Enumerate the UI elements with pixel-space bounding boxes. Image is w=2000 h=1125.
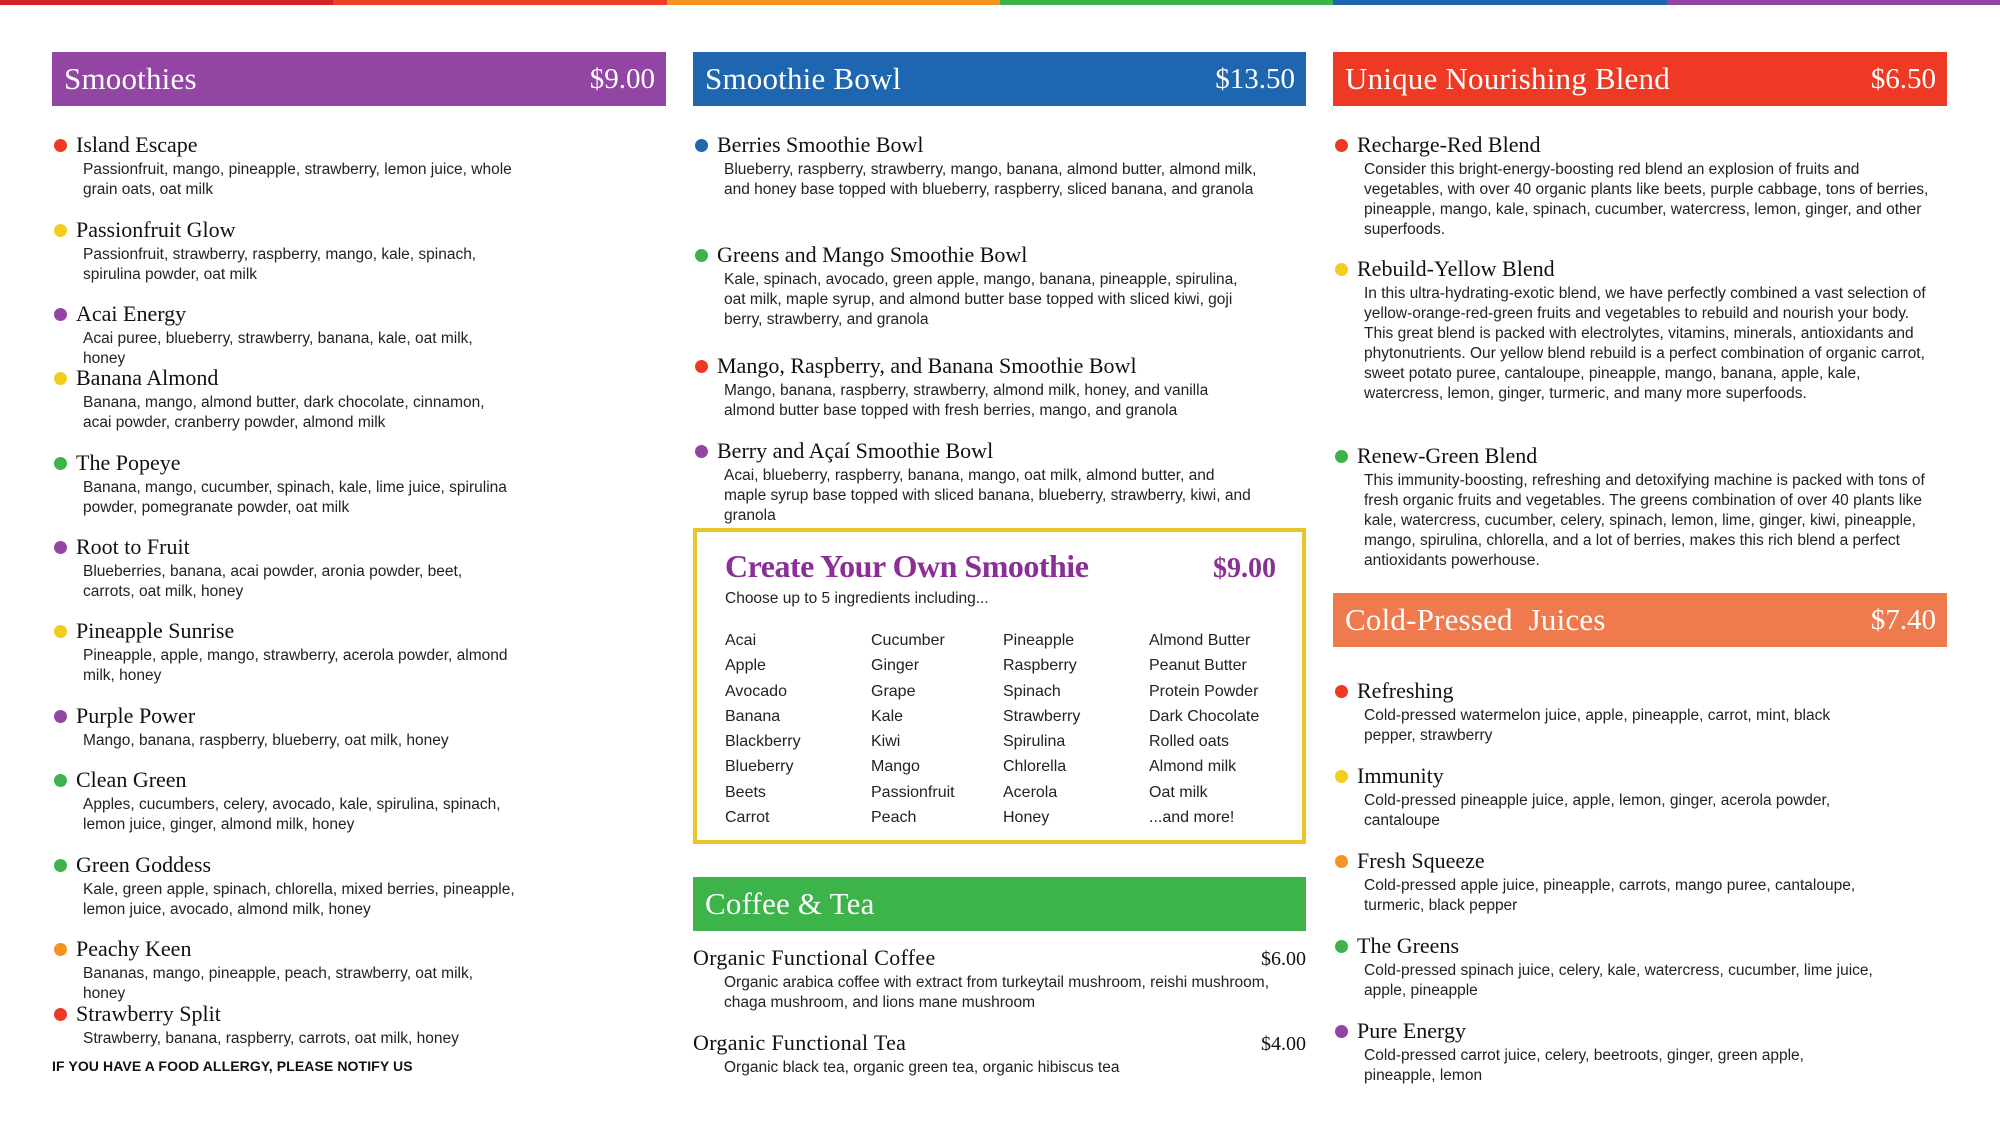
ingredient: Oat milk: [1149, 783, 1208, 801]
create-your-own-box: [693, 528, 1306, 844]
ingredient-column: [725, 628, 871, 830]
section-title: Cold-Pressed Juices: [1345, 602, 1606, 637]
item-header: [1333, 1017, 1947, 1045]
item-name: The Popeye: [76, 450, 181, 475]
item-description: This immunity-boosting, refreshing and detoxifying machine is packed with tons of fresh organic fruits and vegetables. The greens combination of over 40 plants like kale, watercress, cucumber, celery, spinach, lemon, lime, ginger, kiwi, pineapple, mango, spirulina, chlorella, and a lot of berries, makes this rich blend a perfect antioxidants powerhouse.: [1364, 472, 1925, 569]
nourishing_blend-item: [1333, 442, 1947, 571]
ingredient: Acerola: [1003, 783, 1058, 801]
ingredient: Acai: [725, 632, 757, 649]
bullet-dot-icon: [1335, 770, 1348, 783]
smoothies-item: [52, 300, 666, 369]
coffee-tea-header: [693, 877, 1306, 931]
ingredient-column: [871, 628, 1003, 830]
drink-name: Organic Functional Coffee: [693, 945, 936, 970]
smoothies-item: [52, 131, 666, 200]
drink-price: $4.00: [1261, 1033, 1306, 1055]
smoothie-bowl-header: [693, 52, 1306, 106]
bullet-dot-icon: [54, 308, 67, 321]
ingredient-column: [1003, 628, 1149, 830]
item-header: [1333, 677, 1947, 705]
item-description: Cold-pressed pineapple juice, apple, lemon, ginger, acerola powder, cantaloupe: [1364, 792, 1831, 829]
item-header: [52, 449, 666, 477]
item-name: Pineapple Sunrise: [76, 618, 235, 643]
item-header: [52, 131, 666, 159]
item-name: Strawberry Split: [76, 1001, 221, 1026]
bullet-dot-icon: [1335, 940, 1348, 953]
item-header: [52, 533, 666, 561]
bullet-dot-icon: [54, 224, 67, 237]
ingredient: Spinach: [1003, 682, 1061, 700]
bullet-dot-icon: [1335, 685, 1348, 698]
bullet-dot-icon: [54, 372, 67, 385]
bullet-dot-icon: [1335, 263, 1348, 276]
smoothie_bowl-item: [693, 241, 1306, 330]
item-description: Cold-pressed carrot juice, celery, beetroots, ginger, green apple, pineapple, lemon: [1364, 1047, 1804, 1084]
item-header: [693, 437, 1306, 465]
item-header: [693, 131, 1306, 159]
item-description: Consider this bright-energy-boosting red blend an explosion of fruits and vegetables, with over 40 organic plants like beets, purple cabbage, tons of berries, pineapple, mango, kale, spinach, cucumber, watercress, lemon, ginger, and other superfoods.: [1364, 161, 1929, 238]
cold-pressed-header: [1333, 593, 1947, 647]
stripe-purple: [1667, 0, 2000, 5]
item-name: Rebuild-Yellow Blend: [1357, 256, 1555, 281]
cold_pressed-item: [1333, 677, 1947, 746]
cold_pressed-item: [1333, 1017, 1947, 1086]
bullet-dot-icon: [54, 1008, 67, 1021]
item-description: In this ultra-hydrating-exotic blend, we have perfectly combined a vast selection of yellow-orange-red-green fruits and vegetables to rebuild and nourish your body. This great blend is packed with electrolytes, vitamins, minerals, antioxidants and phytonutrients. Our yellow blend rebuild is a perfect combination of organic carrot, sweet potato puree, cantaloupe, pineapple, mango, banana, apple, kale, watercress, lemon, ginger, turmeric, and many more superfoods.: [1364, 285, 1926, 402]
item-description: Cold-pressed watermelon juice, apple, pineapple, carrot, mint, black pepper, strawberry: [1364, 707, 1831, 744]
smoothies-item: [52, 851, 666, 920]
drink-header: [693, 945, 1306, 971]
item-name: Berries Smoothie Bowl: [717, 132, 924, 157]
ingredient-grid: [725, 628, 1259, 830]
ingredient-column: [1149, 628, 1259, 830]
ingredient: Honey: [1003, 809, 1050, 827]
smoothie_bowl-item: [693, 352, 1306, 421]
item-description: Pineapple, apple, mango, strawberry, acerola powder, almond milk, honey: [83, 647, 508, 684]
ingredient: Spirulina: [1003, 733, 1066, 751]
nourishing-blend-header: [1333, 52, 1947, 106]
item-name: Island Escape: [76, 132, 198, 157]
item-header: [52, 851, 666, 879]
section-price: $6.50: [1870, 62, 1936, 95]
smoothies-item: [52, 617, 666, 686]
ingredient: Kale: [871, 707, 904, 725]
ingredient: Avocado: [725, 682, 787, 700]
item-header: [1333, 442, 1947, 470]
item-description: Cold-pressed apple juice, pineapple, carrots, mango puree, cantaloupe, turmeric, black pepper: [1364, 877, 1856, 914]
ingredient: Rolled oats: [1149, 733, 1230, 751]
ingredient: Banana: [725, 707, 781, 725]
item-description: Passionfruit, strawberry, raspberry, mango, kale, spinach, spirulina powder, oat milk: [83, 246, 477, 283]
item-description: Acai puree, blueberry, strawberry, banana, kale, oat milk, honey: [83, 330, 473, 367]
ingredient: Blackberry: [725, 733, 801, 751]
item-name: Acai Energy: [76, 301, 187, 326]
ingredient: Blueberry: [725, 758, 794, 776]
stripe-orange: [667, 0, 1000, 5]
item-header: [693, 241, 1306, 269]
drink-header: [693, 1030, 1306, 1056]
ingredient: Chlorella: [1003, 758, 1067, 776]
section-price: $7.40: [1870, 603, 1936, 636]
section-price: $9.00: [589, 62, 655, 95]
item-header: [52, 617, 666, 645]
item-name: The Greens: [1357, 933, 1460, 958]
bullet-dot-icon: [695, 360, 708, 373]
item-description: Cold-pressed spinach juice, celery, kale, watercress, cucumber, lime juice, apple, pineapple: [1364, 962, 1873, 999]
item-header: [1333, 932, 1947, 960]
item-header: [52, 1000, 666, 1028]
item-description: Kale, spinach, avocado, green apple, mango, banana, pineapple, spirulina, oat milk, maple syrup, and almond butter base topped with sliced kiwi, goji berry, strawberry, and granola: [724, 271, 1238, 328]
smoothie_bowl-item: [693, 437, 1306, 526]
item-header: [1333, 255, 1947, 283]
item-name: Recharge-Red Blend: [1357, 132, 1541, 157]
stripe-green: [1000, 0, 1333, 5]
nourishing_blend-item: [1333, 131, 1947, 240]
ingredient: Mango: [871, 758, 920, 776]
section-title: Coffee & Tea: [705, 886, 875, 921]
ingredient: Almond milk: [1149, 758, 1237, 776]
bullet-dot-icon: [54, 859, 67, 872]
section-title: Smoothie Bowl: [705, 61, 902, 96]
bullet-dot-icon: [54, 710, 67, 723]
item-description: Passionfruit, mango, pineapple, strawberry, lemon juice, whole grain oats, oat milk: [83, 161, 512, 198]
item-name: Refreshing: [1357, 678, 1454, 703]
bullet-dot-icon: [1335, 855, 1348, 868]
smoothies-header: [52, 52, 666, 106]
drink-name: Organic Functional Tea: [693, 1030, 907, 1055]
smoothies-item: [52, 449, 666, 518]
item-description: Blueberries, banana, acai powder, aronia powder, beet, carrots, oat milk, honey: [83, 563, 463, 600]
ingredient: Carrot: [725, 809, 770, 827]
ingredient: Almond Butter: [1149, 632, 1251, 649]
cold_pressed-item: [1333, 847, 1947, 916]
item-name: Clean Green: [76, 767, 187, 792]
smoothie_bowl-item: [693, 131, 1306, 200]
item-header: [52, 216, 666, 244]
item-header: [52, 300, 666, 328]
ingredient: Peach: [871, 809, 917, 827]
smoothies-item: [52, 533, 666, 602]
drink-item: [693, 945, 1306, 1013]
cyo-subtitle: Choose up to 5 ingredients including...: [725, 590, 989, 607]
item-name: Green Goddess: [76, 852, 212, 877]
item-description: Mango, banana, raspberry, strawberry, almond milk, honey, and vanilla almond butter base topped with fresh berries, mango, and granola: [724, 382, 1209, 419]
bullet-dot-icon: [695, 249, 708, 262]
bullet-dot-icon: [1335, 1025, 1348, 1038]
rainbow-stripe-bar: [0, 0, 2000, 5]
smoothies-item: [52, 766, 666, 835]
ingredient: Pineapple: [1003, 632, 1075, 649]
drink-description: Organic black tea, organic green tea, organic hibiscus tea: [724, 1059, 1120, 1076]
item-name: Pure Energy: [1357, 1018, 1466, 1043]
ingredient: Passionfruit: [871, 783, 955, 801]
item-name: Peachy Keen: [76, 936, 192, 961]
item-header: [1333, 762, 1947, 790]
item-description: Banana, mango, almond butter, dark chocolate, cinnamon, acai powder, cranberry powder, almond milk: [83, 394, 485, 431]
bullet-dot-icon: [1335, 450, 1348, 463]
item-header: [1333, 847, 1947, 875]
ingredient: Dark Chocolate: [1149, 707, 1260, 725]
smoothies-section: [52, 52, 666, 1112]
bullet-dot-icon: [54, 943, 67, 956]
drink-price: $6.00: [1261, 948, 1306, 970]
stripe-red: [0, 0, 333, 5]
item-name: Mango, Raspberry, and Banana Smoothie Bowl: [717, 353, 1137, 378]
drink-item: [693, 1030, 1306, 1078]
item-header: [52, 935, 666, 963]
bullet-dot-icon: [695, 445, 708, 458]
item-header: [1333, 131, 1947, 159]
bullet-dot-icon: [54, 139, 67, 152]
item-header: [693, 352, 1306, 380]
cold_pressed-item: [1333, 762, 1947, 831]
item-description: Mango, banana, raspberry, blueberry, oat milk, honey: [83, 732, 449, 749]
smoothies-item: [52, 935, 666, 1004]
allergy-note: IF YOU HAVE A FOOD ALLERGY, PLEASE NOTIFY US: [52, 1058, 413, 1074]
item-header: [52, 702, 666, 730]
item-header: [52, 766, 666, 794]
smoothies-item: [52, 216, 666, 285]
ingredient: Raspberry: [1003, 657, 1077, 675]
item-description: Banana, mango, cucumber, spinach, kale, lime juice, spirulina powder, pomegranate powder, oat milk: [83, 479, 507, 516]
stripe-red-orange: [333, 0, 666, 5]
bullet-dot-icon: [54, 774, 67, 787]
right-column: [1333, 52, 1947, 1112]
ingredient: Peanut Butter: [1149, 657, 1247, 675]
smoothies-item: [52, 1000, 666, 1049]
item-name: Immunity: [1357, 763, 1444, 788]
smoothies-item: [52, 702, 666, 751]
item-description: Kale, green apple, spinach, chlorella, mixed berries, pineapple, lemon juice, avocado, almond milk, honey: [83, 881, 515, 918]
cold_pressed-item: [1333, 932, 1947, 1001]
item-name: Berry and Açaí Smoothie Bowl: [717, 438, 994, 463]
nourishing_blend-item: [1333, 255, 1947, 404]
item-description: Strawberry, banana, raspberry, carrots, oat milk, honey: [83, 1030, 459, 1047]
section-title: Unique Nourishing Blend: [1345, 61, 1670, 96]
smoothies-item: [52, 364, 666, 433]
ingredient: Protein Powder: [1149, 682, 1259, 700]
item-name: Fresh Squeeze: [1357, 848, 1485, 873]
section-title: Smoothies: [64, 61, 197, 96]
item-header: [52, 364, 666, 392]
item-description: Apples, cucumbers, celery, avocado, kale, spirulina, spinach, lemon juice, ginger, almond milk, honey: [83, 796, 501, 833]
item-name: Passionfruit Glow: [76, 217, 236, 242]
ingredient: Strawberry: [1003, 707, 1081, 725]
ingredient: Ginger: [871, 657, 920, 675]
item-name: Greens and Mango Smoothie Bowl: [717, 242, 1028, 267]
bullet-dot-icon: [1335, 139, 1348, 152]
cyo-title: Create Your Own Smoothie: [725, 548, 1089, 584]
bullet-dot-icon: [695, 139, 708, 152]
ingredient: Cucumber: [871, 632, 945, 649]
bullet-dot-icon: [54, 541, 67, 554]
item-description: Blueberry, raspberry, strawberry, mango, banana, almond butter, almond milk, and honey base topped with blueberry, raspberry, sliced banana, and granola: [724, 161, 1257, 198]
ingredient: Apple: [725, 657, 766, 675]
ingredient: ...and more!: [1149, 809, 1235, 827]
item-name: Renew-Green Blend: [1357, 443, 1538, 468]
drink-description: Organic arabica coffee with extract from turkeytail mushroom, reishi mushroom, chaga mushroom, and lions mane mushroom: [724, 974, 1269, 1011]
item-name: Purple Power: [76, 703, 196, 728]
bullet-dot-icon: [54, 457, 67, 470]
item-name: Banana Almond: [76, 365, 219, 390]
section-price: $13.50: [1215, 62, 1295, 95]
stripe-blue: [1333, 0, 1666, 5]
ingredient: Grape: [871, 682, 916, 700]
item-name: Root to Fruit: [76, 534, 190, 559]
bullet-dot-icon: [54, 625, 67, 638]
ingredient: Beets: [725, 783, 766, 801]
cyo-price: $9.00: [1213, 553, 1276, 584]
ingredient: Kiwi: [871, 733, 901, 751]
item-description: Acai, blueberry, raspberry, banana, mango, oat milk, almond butter, and maple syrup base topped with sliced banana, blueberry, strawberry, kiwi, and granola: [724, 467, 1251, 524]
item-description: Bananas, mango, pineapple, peach, strawberry, oat milk, honey: [83, 965, 474, 1002]
middle-column: [693, 52, 1306, 1112]
